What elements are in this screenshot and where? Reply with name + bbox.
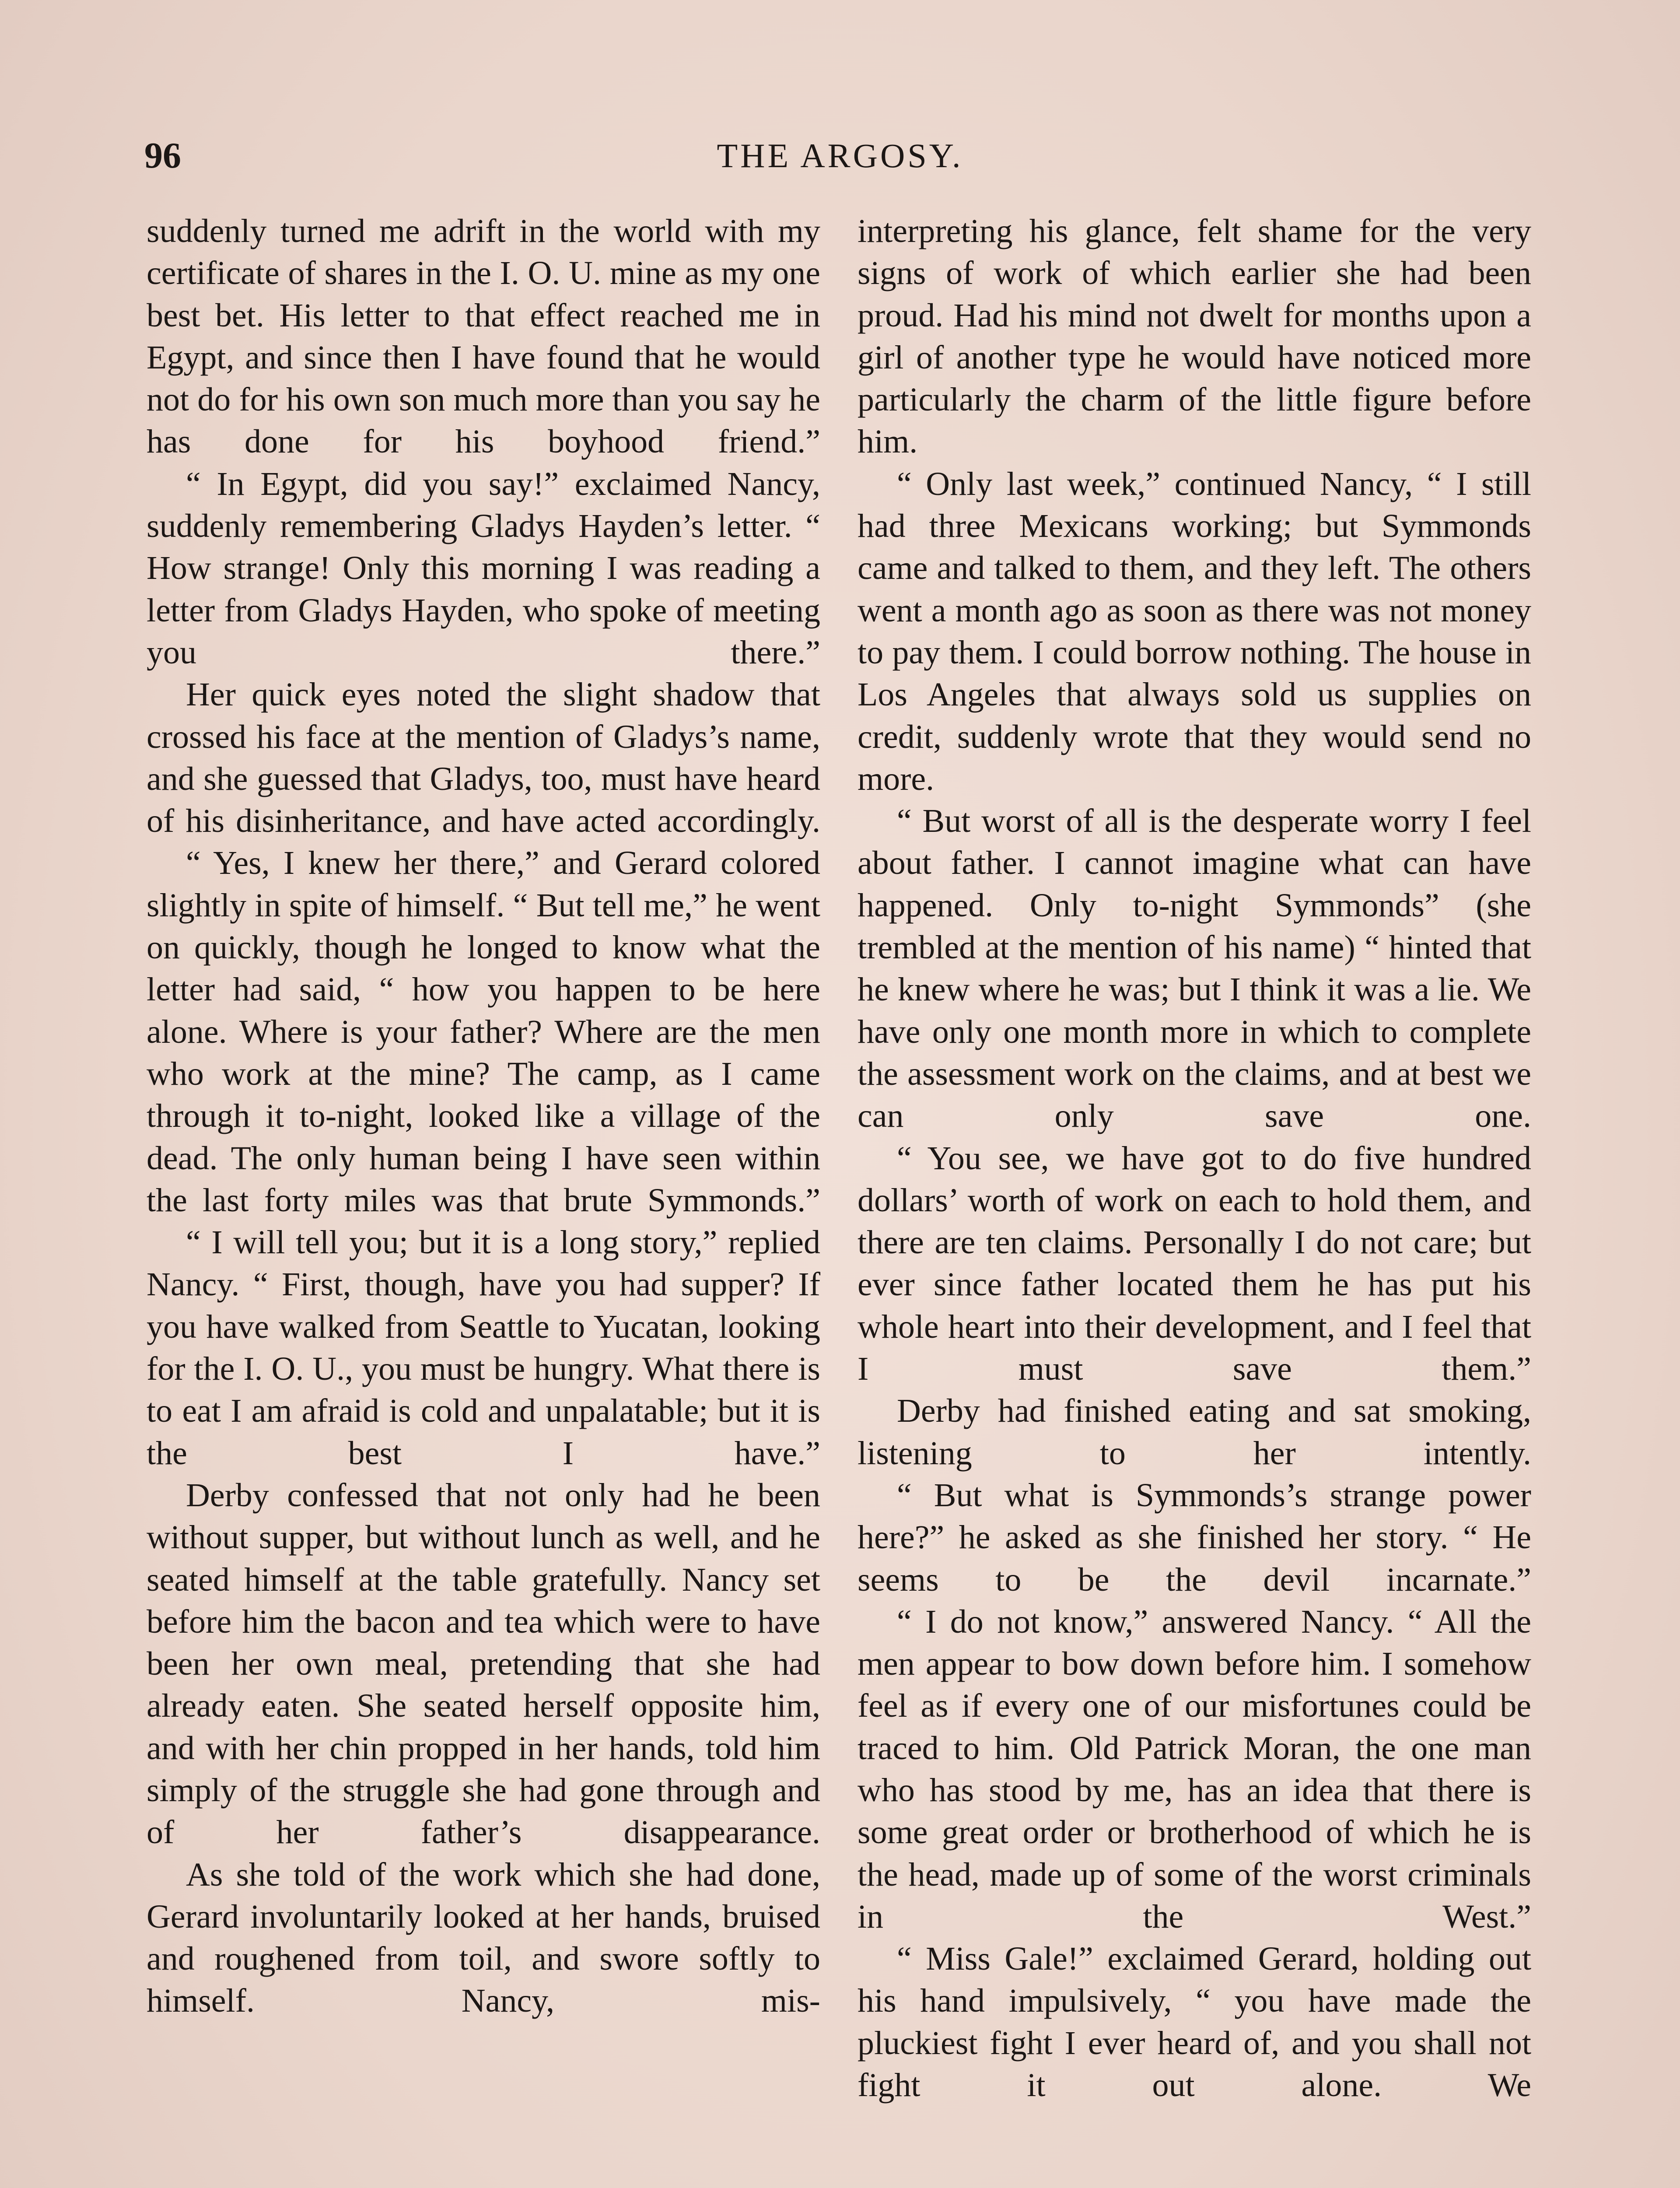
paragraph: “ In Egypt, did you say!” exclaimed Nancy, suddenly remembering Gladys Hayden’s letter. “ How strange! Only this morning I was reading a letter from Gladys Hayden, who spoke of meeting you there.” bbox=[147, 465, 820, 671]
paragraph: Derby confessed that not only had he been without supper, but without lunch as well, and he seated himself at the table gratefully. Nancy set before him the bacon and tea which were to have been her own meal, pretending that she had already eaten. She seated herself opposite him, and with her chin propped in her hands, told him simply of the struggle she had gone through and of her father’s disappearance. bbox=[147, 1476, 820, 1851]
paragraph: interpreting his glance, felt shame for the very signs of work of which earlier she had been proud. Had his mind not dwelt for months upon a girl of another type he would have noticed more particularly the charm of the little figure before him. bbox=[858, 213, 1531, 460]
page-number: 96 bbox=[144, 135, 181, 176]
paragraph: Derby had finished eating and sat smoking, listening to her intently. bbox=[858, 1392, 1531, 1472]
paragraph: “ You see, we have got to do five hundred dollars’ worth of work on each to hold them, and there are ten claims. Personally I do not care; but ever since father located them he has put his whole heart into their development, and I feel that I must save them.” bbox=[858, 1140, 1531, 1388]
page-header bbox=[144, 130, 1536, 182]
paragraph: As she told of the work which she had done, Gerard involuntarily looked at her hands, bruised and roughened from toil, and swore softly to himself. Nancy, mis- bbox=[147, 1856, 820, 2020]
paragraph: “ Only last week,” continued Nancy, “ I still had three Mexicans working; but Symmonds came and talked to them, and they left. The others went a month ago as soon as there was not money to pay them. I could borrow nothing. The house in Los Angeles that always sold us supplies on credit, suddenly wrote that they would send no more. bbox=[858, 465, 1531, 797]
right-column bbox=[858, 210, 1531, 2106]
paragraph: “ Miss Gale!” exclaimed Gerard, holding out his hand impulsively, “ you have made the pluckiest fight I ever heard of, and you shall not fight it out alone. We bbox=[858, 1940, 1531, 2104]
paragraph: “ I will tell you; but it is a long story,” replied Nancy. “ First, though, have you had supper? If you have walked from Seattle to Yucatan, looking for the I. O. U., you must be hungry. What there is to eat I am afraid is cold and unpalatable; but it is the best I have.” bbox=[147, 1224, 820, 1472]
paragraph: “ But what is Symmonds’s strange power here?” he asked as she finished her story. “ He seems to be the devil incarnate.” bbox=[858, 1476, 1531, 1598]
paragraph: suddenly turned me adrift in the world with my certificate of shares in the I. O. U. mine as my one best bet. His letter to that effect reached me in Egypt, and since then I have found that he would not do for his own son much more than you say he has done for his boyhood friend.” bbox=[147, 213, 820, 460]
left-column bbox=[147, 210, 820, 2022]
paragraph: “ I do not know,” answered Nancy. “ All the men appear to bow down before him. I somehow feel as if every one of our misfortunes could be traced to him. Old Patrick Moran, the one man who has stood by me, has an idea that there is some great order or brotherhood of which he is the head, made up of some of the worst criminals in the West.” bbox=[858, 1603, 1531, 1935]
paragraph: Her quick eyes noted the slight shadow that crossed his face at the mention of Gladys’s name, and she guessed that Gladys, too, must have heard of his disinheritance, and have acted accordingly. bbox=[147, 676, 820, 840]
paragraph: “ Yes, I knew her there,” and Gerard colored slightly in spite of himself. “ But tell me,” he went on quickly, though he longed to know what the letter had said, “ how you happen to be here alone. Where is your father? Where are the men who work at the mine? The camp, as I came through it to-night, looked like a village of the dead. The only human being I have seen within the last forty miles was that brute Symmonds.” bbox=[147, 845, 820, 1219]
paragraph: “ But worst of all is the desperate worry I feel about father. I cannot imagine what can have happened. Only to-night Symmonds” (she trembled at the mention of his name) “ hinted that he knew where he was; but I think it was a lie. We have only one month more in which to complete the assessment work on the claims, and at best we can only save one. bbox=[858, 803, 1531, 1135]
running-title: THE ARGOSY. bbox=[717, 137, 963, 175]
